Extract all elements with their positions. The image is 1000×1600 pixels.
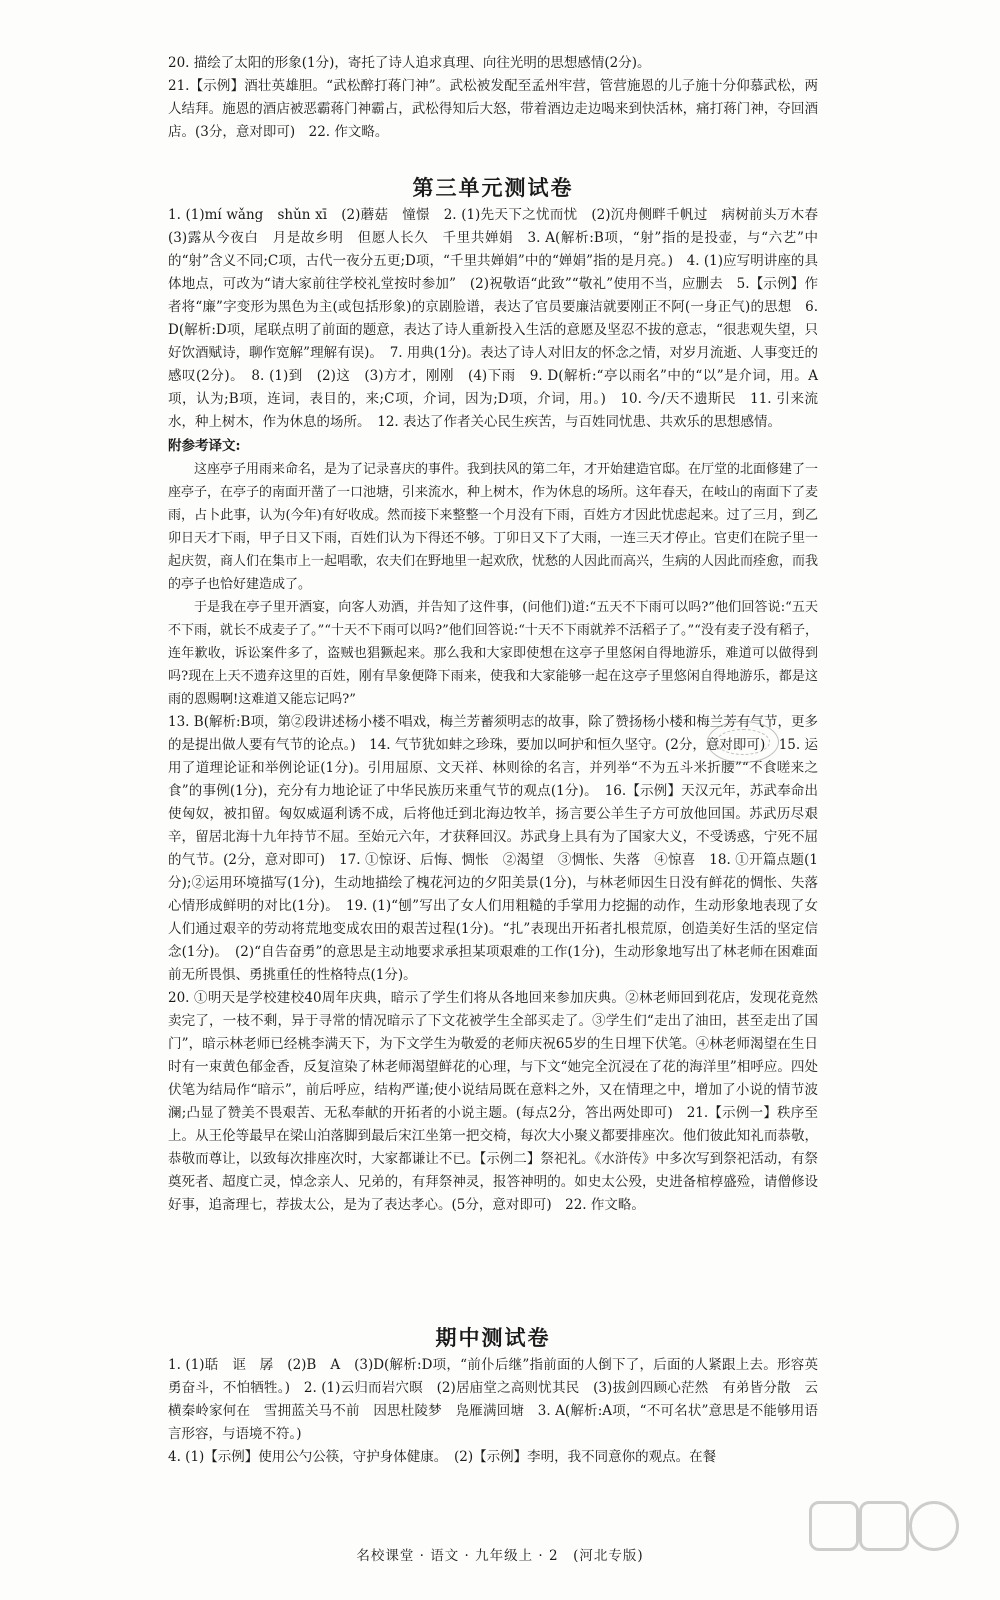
unit3-title: 第三单元测试卷 xyxy=(412,176,574,200)
watermark-logo-icon xyxy=(805,1495,995,1595)
translation-paragraph-2: 于是我在亭子里开酒宴，向客人劝酒，并告知了这件事，(问他们)道:“五天不下雨可以吗?”他们回答说:“五天不下雨，就长不成麦子了。”“十天不下雨可以吗?”他们回答说:“十天不下雨就养不活稻子了。”“没有麦子没有稻子，连年歉收，诉讼案件多了，盗贼也猖獗起来。那么我和大家即使想在这亭子里悠闲自得地游乐，难道可以做得到吗?现在上天不遗弃这里的百姓，刚有旱象便降下雨来，使我和大家能够一起在这亭子里悠闲自得地游乐，都是这雨的恩赐啊!这难道又能忘记吗?” xyxy=(168,600,818,707)
unit3-answers-part3: 20. ①明天是学校建校40周年庆典，暗示了学生们将从各地回来参加庆典。②林老师回到花店，发现花竟然卖完了，一枝不剩，异于寻常的情况暗示了下文花被学生全部买走了。③学生们“走出了油田，甚至走出了国门”，暗示林老师已经桃李满天下，为下文学生为敬爱的老师庆祝65岁的生日埋下伏笔。④林老师渴望在生日时有一束黄色郁金香，反复渲染了林老师渴望鲜花的心理，与下文“她完全沉浸在了花的海洋里”相呼应。四处伏笔为结局作“暗示”，前后呼应，结构严谨;使小说结局既在意料之外，又在情理之中，增加了小说的情节波澜;凸显了赞美不畏艰苦、无私奉献的开拓者的小说主题。(每点2分，答出两处即可) 21.【示例一】秩序至上。从王伦等最早在梁山泊落脚到最后宋江坐第一把交椅，每次大小聚义都要排座次。他们彼此知礼而恭敬，恭敬而尊让，以致每次排座次时，大家都谦让不已。【示例二】祭祀礼。《水浒传》中多次写到祭祀活动，有祭奠死者、超度亡灵，悼念亲人、兄弟的，有拜祭神灵，报答神明的。如史太公殁，史进备棺椁盛殓，请僧修设好事，追斋理七，荐拔太公，是为了表达孝心。(5分，意对即可) 22. 作文略。 xyxy=(168,990,818,1213)
midterm-answers: 1. (1)聒 诓 孱 (2)B A (3)D(解析:D项，“前仆后继”指前面的人倒下了，后面的人紧跟上去。形容英勇奋斗，不怕牺牲。) 2. (1)云归而岩穴暝 (2)居庙堂之高则忧其民 (3)拔剑四顾心茫然 有弟皆分散 云横秦岭家何在 雪拥蓝关马不前 因思杜陵梦 凫雁满回塘 3. A(解析:A项，“不可名状”意思是不能够用语言形容，与语境不符。) xyxy=(168,1357,818,1442)
reference-translation-label: 附参考译文: xyxy=(168,438,241,454)
previous-unit-answers xyxy=(168,52,818,144)
unit3-answers-part1: 1. (1)mí wǎng shǔn xī (2)蘑菇 憧憬 2. (1)先天下之忧而忧 (2)沉舟侧畔千帆过 病树前头万木春 (3)露从今夜白 月是故乡明 但愿人长久 千里共婵娟 3. A(解析:B项，“射”指的是投壶，与“六艺”中的“射”含义不同;C项，古代一夜分五更;D项，“千里共婵娟”中的“婵娟”指的是月亮。) 4. (1)应写明讲座的具体地点，可改为“请大家前往学校礼堂按时参加” (2)祝敬语“此致”“敬礼”使用不当，应删去 5.【示例】作者将“廉”字变形为黑色为主(或包括形象)的京剧脸谱，表达了官员要廉洁就要刚正不阿(一身正气)的思想 6. D(解析:D项，尾联点明了前面的题意，表达了诗人重新投入生活的意愿及坚忍不拔的意志，“很悲观失望，只好饮酒赋诗，聊作宽解”理解有误)。 7. 用典(1分)。表达了诗人对旧友的怀念之情，对岁月流逝、人事变迁的感叹(2分)。 8. (1)到 (2)这 (3)方才，刚刚 (4)下雨 9. D(解析:“亭以雨名”中的“以”是介词，用。A项，认为;B项，连词，表目的，来;C项，介词，因为;D项，介词，用。) 10. 今/天不遗斯民 11. 引来流水，种上树木，作为休息的场所。 12. 表达了作者关心民生疾苦，与百姓同忧患、共欢乐的思想感情。 xyxy=(168,207,832,430)
midterm-section xyxy=(168,1322,818,1469)
unit3-answers-part2: 13. B(解析:B项，第②段讲述杨小楼不唱戏，梅兰芳蓄须明志的故事，除了赞扬杨小楼和梅兰芳有气节，更多的是提出做人要有气节的论点。) 14. 气节犹如蚌之珍珠，要加以呵护和恒久坚守。(2分，意对即可) 15. 运用了道理论证和举例论证(1分)。引用屈原、文天祥、林则徐的名言，并列举“不为五斗米折腰”“不食嗟来之食”的事例(1分)，充分有力地论证了中华民族历来重气节的观点(1分)。 16.【示例】天汉元年，苏武奉命出使匈奴，被扣留。匈奴威逼利诱不成，后将他迁到北海边牧羊，扬言要公羊生子方可放他回国。苏武历尽艰辛，留居北海十九年持节不屈。至始元六年，才获释回汉。苏武身上具有为了国家大义，不受诱惑，宁死不屈的气节。(2分，意对即可) 17. ①惊讶、后悔、惆怅 ②渴望 ③惆怅、失落 ④惊喜 18. ①开篇点题(1分);②运用环境描写(1分)，生动地描绘了槐花河边的夕阳美景(1分)，与林老师因生日没有鲜花的惆怅、失落心情形成鲜明的对比(1分)。 19. (1)“刨”写出了女人们用粗糙的手掌用力挖掘的动作，生动形象地表现了女人们通过艰辛的劳动将荒地变成农田的艰苦过程(1分)。“扎”表现出开拓者扎根荒原，创造美好生活的坚定信念(1分)。 (2)“自告奋勇”的意思是主动地要求承担某项艰难的工作(1分)，生动形象地写出了林老师在困难面前无所畏惧、勇挑重任的性格特点(1分)。 xyxy=(168,714,818,983)
answer-q21: 21.【示例】酒壮英雄胆。“武松醉打蒋门神”。武松被发配至孟州牢营，管营施恩的儿子施十分仰慕武松，两人结拜。施恩的酒店被恶霸蒋门神霸占，武松得知后大怒，带着酒边走边喝来到快活林，痛打蒋门神，夺回酒店。(3分，意对即可) 22. 作文略。 xyxy=(168,78,818,140)
answer-q20: 20. 描绘了太阳的形象(1分)，寄托了诗人追求真理、向往光明的思想感情(2分)。 xyxy=(168,55,651,71)
midterm-q4: 4. (1)【示例】使用公勺公筷，守护身体健康。 (2)【示例】李明，我不同意你的观点。在餐 xyxy=(168,1449,717,1465)
page-footer: 名校课堂 · 语文 · 九年级上 · 2 (河北专版) xyxy=(356,1548,644,1564)
midterm-title: 期中测试卷 xyxy=(435,1326,551,1350)
translation-paragraph-1: 这座亭子用雨来命名，是为了记录喜庆的事件。我到扶风的第二年，才开始建造官邸。在厅堂的北面修建了一座亭子，在亭子的南面开凿了一口池塘，引来流水，种上树木，作为休息的场所。这年春天，在岐山的南面下了麦雨，占卜此事，认为(今年)有好收成。然而接下来整整一个月没有下雨，百姓方才因此忧虑起来。过了三月，到乙卯日天才下雨，甲子日又下雨，百姓们认为下得还不够。丁卯日又下了大雨，一连三天才停止。官吏们在院子里一起庆贺，商人们在集市上一起唱歌，农夫们在野地里一起欢欣，忧愁的人因此而高兴，生病的人因此而痊愈，而我的亭子也恰好建造成了。 xyxy=(168,462,819,592)
unit3-section xyxy=(168,172,832,1217)
stamp-seal-icon xyxy=(707,721,779,763)
